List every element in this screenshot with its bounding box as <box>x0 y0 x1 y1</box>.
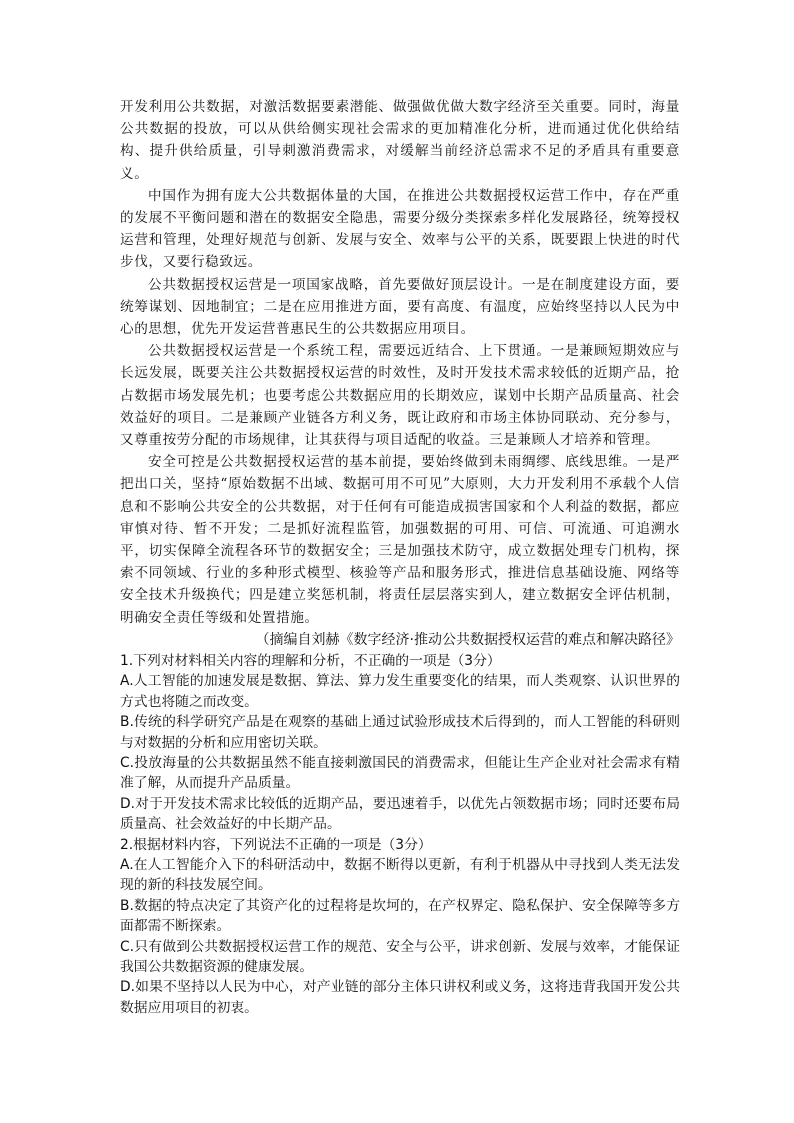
question-option-a: A.人工智能的加速发展是数据、算法、算力发生重要变化的结果，而人类观察、认识世界的方式也将随之而改变。 <box>120 673 680 710</box>
question-list <box>120 651 680 1018</box>
question-option-c: C.只有做到公共数据授权运营工作的规范、安全与公平，讲求创新、发展与效率，才能保证我国公共数据资源的健康发展。 <box>120 938 680 975</box>
passage-paragraph-4: 公共数据授权运营是一个系统工程，需要远近结合、上下贯通。一是兼顾短期效应与长远发展，既要关注公共数据授权运营的时效性，及时开发技术需求较低的近期产品，抢占数据市场发展先机；也要考虑公共数据应用的长期效应，谋划中长期产品质量高、社会效益好的项目。二是兼顾产业链各方利义务，既让政府和市场主体协同联动、充分参与，又尊重按劳分配的市场规律，让其获得与项目适配的收益。三是兼顾人才培养和管理。 <box>120 343 680 449</box>
question-option-c: C.投放海量的公共数据虽然不能直接刺激国民的消费需求，但能让生产企业对社会需求有精准了解，从而提升产品质量。 <box>120 754 680 792</box>
question-option-a: A.在人工智能介入下的科研活动中，数据不断得以更新，有利于机器从中寻找到人类无法发现的新的科技发展空间。 <box>120 856 680 894</box>
question-stem: 2.根据材料内容，下列说法不正确的一项是（3分） <box>120 836 432 853</box>
document-page <box>120 96 680 1018</box>
passage-paragraph-2: 中国作为拥有庞大公共数据体量的大国，在推进公共数据授权运营工作中，存在严重的发展不平衡问题和潜在的数据安全隐患，需要分级分类探索多样化发展路径，统筹授权运营和管理，处理好规范与创新、发展与安全、效率与公平的关系，既要跟上快进的时代步伐，又要行稳致远。 <box>120 187 680 271</box>
source-citation: （摘编自刘赫《数字经济·推动公共数据授权运营的难点和解决路径》 <box>255 631 680 648</box>
passage-paragraph-1: 开发利用公共数据，对激活数据要素潜能、做强做优做大数字经济至关重要。同时，海量公共数据的投放，可以从供给侧实现社会需求的更加精准化分析，进而通过优化供给结构、提升供给质量，引导刺激消费需求，对缓解当前经济总需求不足的矛盾具有重要意义。 <box>120 99 680 182</box>
reading-passage <box>120 96 680 629</box>
question-1 <box>120 651 680 835</box>
question-stem: 1.下列对材料相关内容的理解和分析，不正确的一项是（3分） <box>120 652 501 669</box>
passage-paragraph-3: 公共数据授权运营是一项国家战略，首先要做好顶层设计。一是在制度建设方面，要统筹谋划、因地制宜；二是在应用推进方面，要有高度、有温度，应始终坚持以人民为中心的思想，优先开发运营普惠民生的公共数据应用项目。 <box>120 276 680 338</box>
passage-paragraph-5: 安全可控是公共数据授权运营的基本前提，要始终做到未雨绸缪、底线思维。一是严把出口关，坚持“原始数据不出域、数据可用不可见”大原则，大力开发利用不承载个人信息和不影响公共安全的公共数据，对于任何有可能造成损害国家和个人利益的数据，都应审慎对待、暂不开发；二是抓好流程监管，加强数据的可用、可信、可流通、可追溯水平，切实保障全流程各环节的数据安全；三是加强技术防守，成立数据处理专门机构，探索不同领域、行业的多种形式模型、核验等产品和服务形式，推进信息基础设施、网络等安全技术升级换代；四是建立奖惩机制，将责任层层落实到人，建立数据安全评估机制，明确安全责任等级和处置措施。 <box>120 454 680 626</box>
question-option-b: B.传统的科学研究产品是在观察的基础上通过试验形成技术后得到的，而人工智能的科研则与对数据的分析和应用密切关联。 <box>120 714 680 751</box>
question-option-b: B.数据的特点决定了其资产化的过程将是坎坷的，在产权界定、隐私保护、安全保障等多方面都需不断探索。 <box>120 897 680 935</box>
question-option-d: D.如果不坚持以人民为中心，对产业链的部分主体只讲权利或义务，这将违背我国开发公共数据应用项目的初衷。 <box>120 979 680 1016</box>
question-option-d: D.对于开发技术需求比较低的近期产品，要迅速着手，以优先占领数据市场；同时还要布局质量高、社会效益好的中长期产品。 <box>120 795 680 833</box>
question-2 <box>120 835 680 1019</box>
